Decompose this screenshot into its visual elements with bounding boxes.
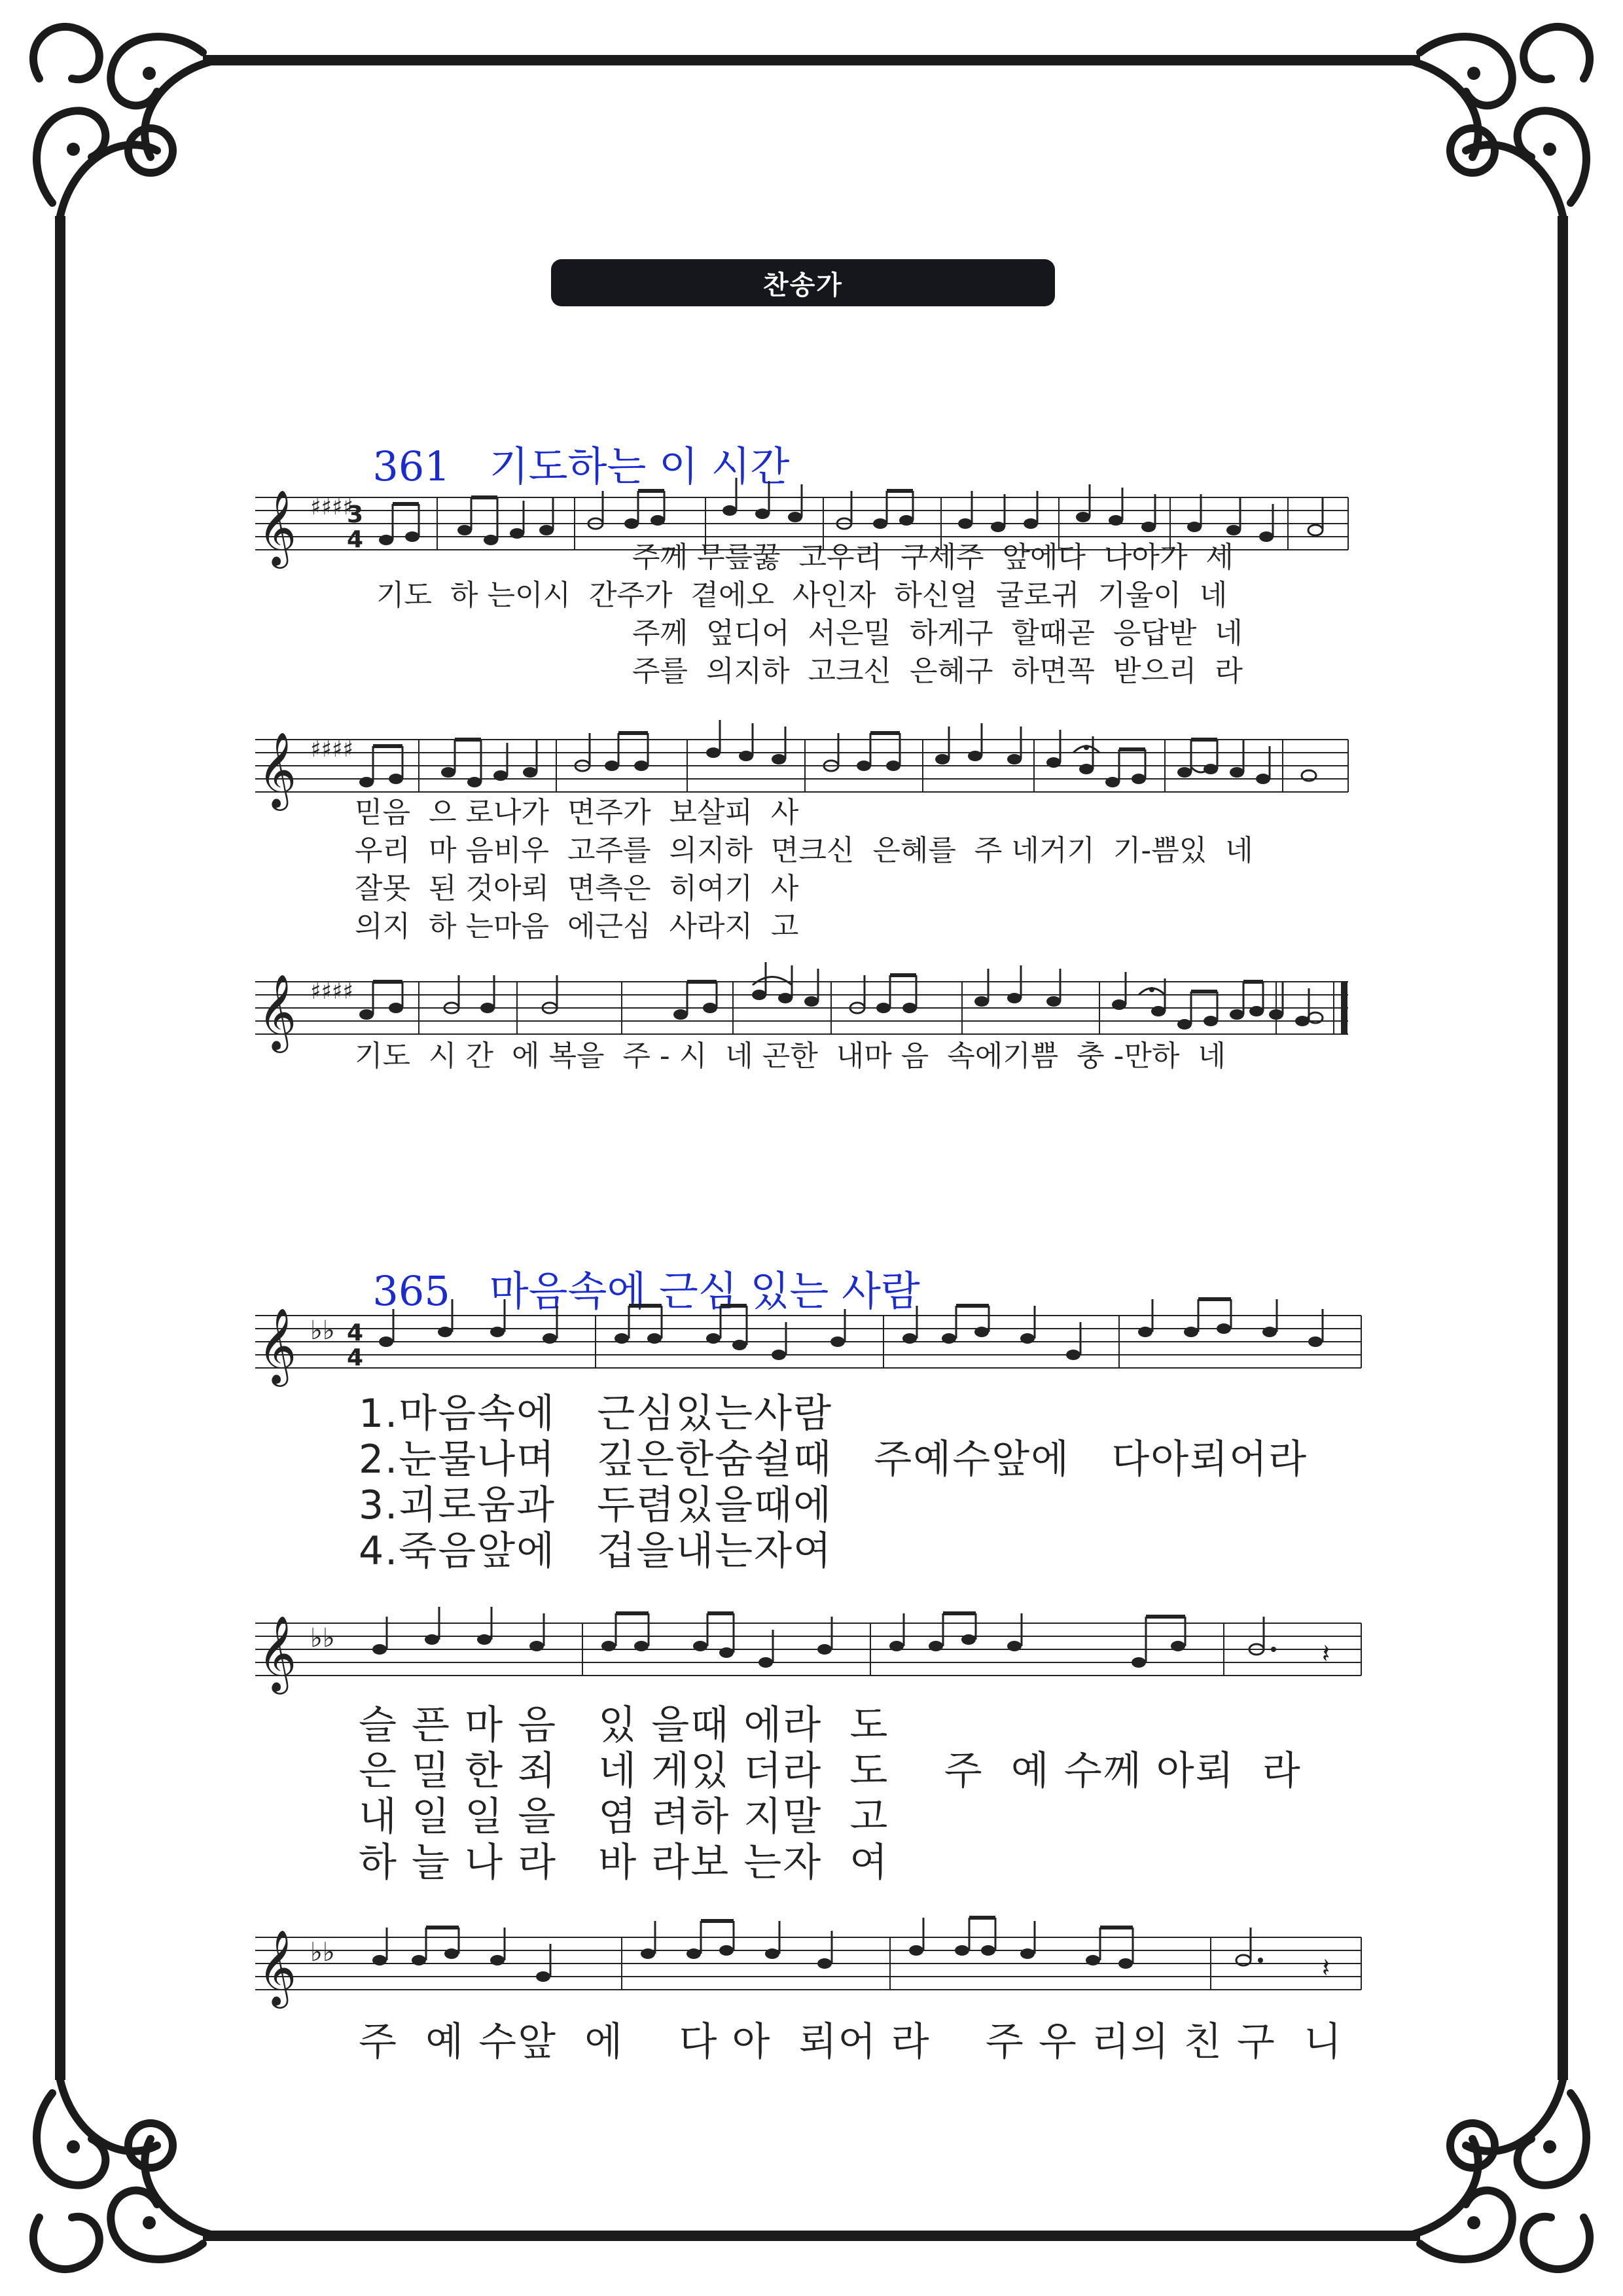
svg-text:♯♯♯♯: ♯♯♯♯ xyxy=(310,494,353,520)
lyric-line: 기도 시 간 에 복을 주 - 시 네 곤한 내마 음 속에기쁨 충 -만하 네 xyxy=(355,1039,1226,1073)
lyric-line: 4.죽음앞에 겁을내는자여 xyxy=(359,1528,833,1574)
svg-text:♯♯♯♯: ♯♯♯♯ xyxy=(310,978,353,1005)
svg-text:𝄞: 𝄞 xyxy=(258,1929,297,2005)
lyric-line: 은 밀 한 죄 네 게있 더라 도 주 예 수께 아뢰 라 xyxy=(359,1748,1302,1794)
staff-365-2 xyxy=(255,1610,1368,1689)
category-badge: 찬송가 xyxy=(551,259,1055,306)
lyric-line: 잘못 된 것아뢰 면측은 히여기 사 xyxy=(355,872,799,905)
lyric-line: 주께 무릎꿇 고우리 구세주 앞에다 나아가 세 xyxy=(632,541,1234,574)
staff-361-3 xyxy=(255,969,1355,1050)
hymn-name: 기도하는 이 시간 xyxy=(489,442,790,490)
svg-text:𝄽: 𝄽 xyxy=(1322,1953,1330,1983)
lyric-line: 의지 하 는마음 에근심 사라지 고 xyxy=(355,910,799,943)
lyric-line: 믿음 으 로나가 면주가 보살피 사 xyxy=(355,796,799,829)
staff-361-2 xyxy=(255,726,1355,808)
staff-365-3 xyxy=(255,1924,1368,2003)
hymn-title xyxy=(347,386,789,492)
svg-text:𝄞: 𝄞 xyxy=(258,489,297,565)
lyric-line: 주께 엎디어 서은밀 하게구 할때곧 응답받 네 xyxy=(632,617,1243,650)
svg-text:4: 4 xyxy=(347,526,364,553)
staff-365-1 xyxy=(255,1302,1368,1384)
svg-text:♯♯♯♯: ♯♯♯♯ xyxy=(310,736,353,762)
svg-text:𝄞: 𝄞 xyxy=(258,731,297,808)
lyric-line: 기도 하 는이시 간주가 곁에오 사인자 하신얼 굴로귀 기울이 네 xyxy=(376,579,1228,612)
hymn-name: 마음속에 근심 있는 사람 xyxy=(489,1267,920,1315)
svg-text:♭♭: ♭♭ xyxy=(310,1623,335,1653)
lyric-line: 1.마음속에 근심있는사람 xyxy=(359,1391,833,1437)
lyric-line: 내 일 일 을 염 려하 지말 고 xyxy=(359,1794,889,1840)
lyric-line: 하 늘 나 라 바 라보 는자 여 xyxy=(359,1840,889,1886)
svg-text:3: 3 xyxy=(347,501,364,528)
svg-text:4: 4 xyxy=(347,1319,364,1346)
lyric-line: 3.괴로움과 두렴있을때에 xyxy=(359,1482,833,1528)
svg-text:𝄞: 𝄞 xyxy=(258,973,297,1050)
hymn-number: 365 xyxy=(372,1267,450,1315)
svg-text:𝄞: 𝄞 xyxy=(258,1615,297,1691)
svg-text:4: 4 xyxy=(347,1344,364,1371)
svg-text:𝄽: 𝄽 xyxy=(1322,1639,1330,1669)
hymn-number: 361 xyxy=(372,442,450,490)
svg-text:♭♭: ♭♭ xyxy=(310,1937,335,1967)
lyric-line: 2.눈물나며 깊은한숨쉴때 주예수앞에 다아뢰어라 xyxy=(359,1437,1308,1482)
lyric-line: 우리 마 음비우 고주를 의지하 면크신 은혜를 주 네거기 기-쁨있 네 xyxy=(355,834,1253,867)
lyric-line: 주 예 수앞 에 다 아 뢰어 라 주 우 리의 친 구 니 xyxy=(359,2019,1343,2065)
svg-text:♭♭: ♭♭ xyxy=(310,1316,335,1346)
lyric-line: 슬 픈 마 음 있 을때 에라 도 xyxy=(359,1702,889,1748)
svg-text:𝄞: 𝄞 xyxy=(258,1307,297,1384)
lyric-line: 주를 의지하 고크신 은혜구 하면꼭 받으리 라 xyxy=(632,655,1243,688)
hymn-title xyxy=(347,1211,920,1317)
